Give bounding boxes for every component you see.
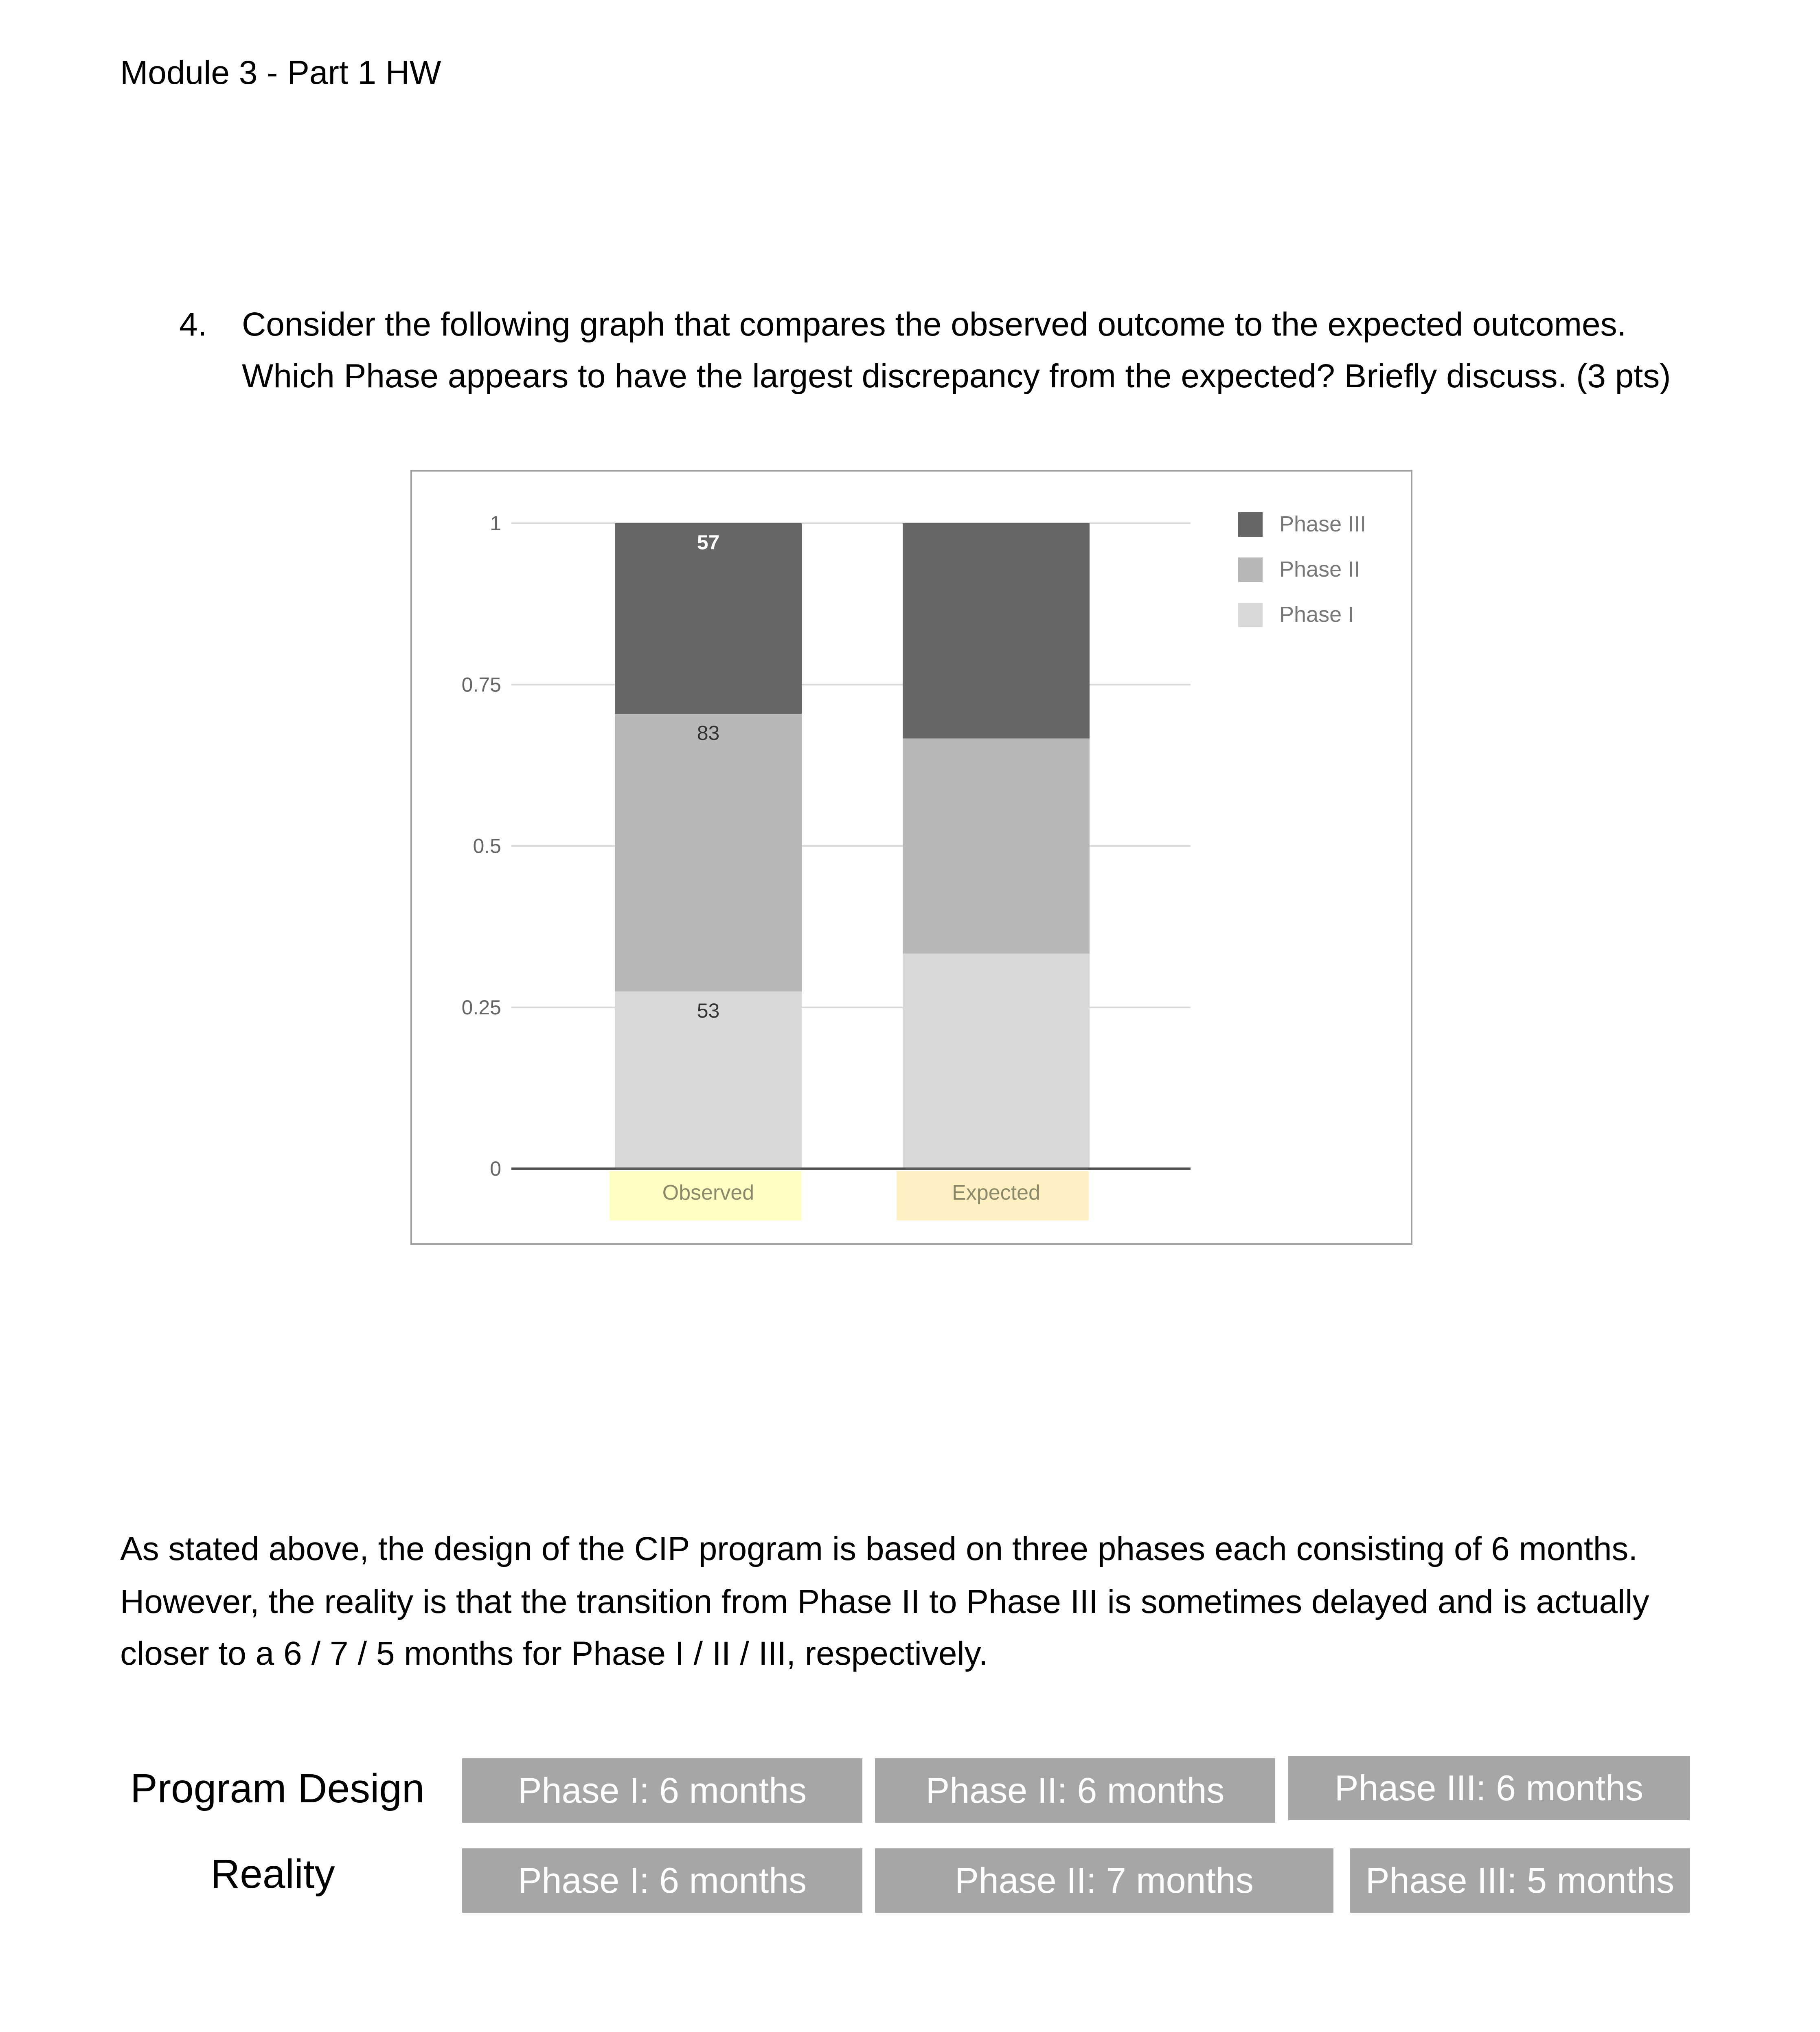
x-tick-label: Observed	[662, 1181, 754, 1205]
design-phase-1-box: Phase I: 6 months	[462, 1758, 862, 1823]
question-text-line1: Consider the following graph that compares the observed outcome to the expected outcomes.	[242, 306, 1627, 343]
design-phase-3-box: Phase III: 6 months	[1288, 1756, 1690, 1820]
program-design-label: Program Design	[130, 1766, 425, 1811]
reality-phase-1-box: Phase I: 6 months	[462, 1848, 862, 1913]
y-tick-label: 0.5	[473, 834, 501, 858]
paragraph-line2: However, the reality is that the transition from Phase II to Phase III is sometimes delayed and is actually	[120, 1583, 1649, 1620]
paragraph-line3: closer to a 6 / 7 / 5 months for Phase I / II / III, respectively.	[120, 1635, 988, 1672]
data-label: 57	[697, 531, 720, 554]
chart-container	[410, 470, 1412, 1245]
stacked-bar-chart	[412, 472, 1411, 1243]
data-label: 83	[697, 722, 720, 745]
legend-swatch-phase-iii	[1238, 512, 1263, 537]
paragraph-line1: As stated above, the design of the CIP program is based on three phases each consisting of 6 months.	[120, 1530, 1638, 1567]
design-phase-2-box: Phase II: 6 months	[875, 1758, 1275, 1823]
legend-label: Phase III	[1279, 512, 1366, 536]
bar-segment-expected-phase-i	[903, 954, 1090, 1169]
y-tick-label: 0.25	[461, 996, 501, 1019]
reality-phase-3-box: Phase III: 5 months	[1350, 1848, 1690, 1913]
x-tick-label: Expected	[952, 1181, 1040, 1205]
legend-label: Phase I	[1279, 602, 1354, 627]
question-number: 4.	[179, 306, 207, 343]
data-label: 53	[697, 999, 720, 1022]
y-tick-label: 1	[490, 512, 501, 535]
y-tick-label: 0	[490, 1157, 501, 1180]
reality-label: Reality	[211, 1851, 335, 1897]
legend-swatch-phase-ii	[1238, 557, 1263, 582]
question-text-line2: Which Phase appears to have the largest discrepancy from the expected? Briefly discuss. (3 pts)	[242, 358, 1671, 395]
page-title: Module 3 - Part 1 HW	[120, 54, 441, 91]
y-tick-label: 0.75	[461, 673, 501, 696]
bar-segment-observed-phase-ii	[615, 714, 802, 992]
reality-phase-2-box: Phase II: 7 months	[875, 1848, 1333, 1913]
bar-segment-expected-phase-iii	[903, 523, 1090, 738]
legend-swatch-phase-i	[1238, 603, 1263, 627]
legend-label: Phase II	[1279, 557, 1360, 582]
bar-segment-expected-phase-ii	[903, 738, 1090, 953]
